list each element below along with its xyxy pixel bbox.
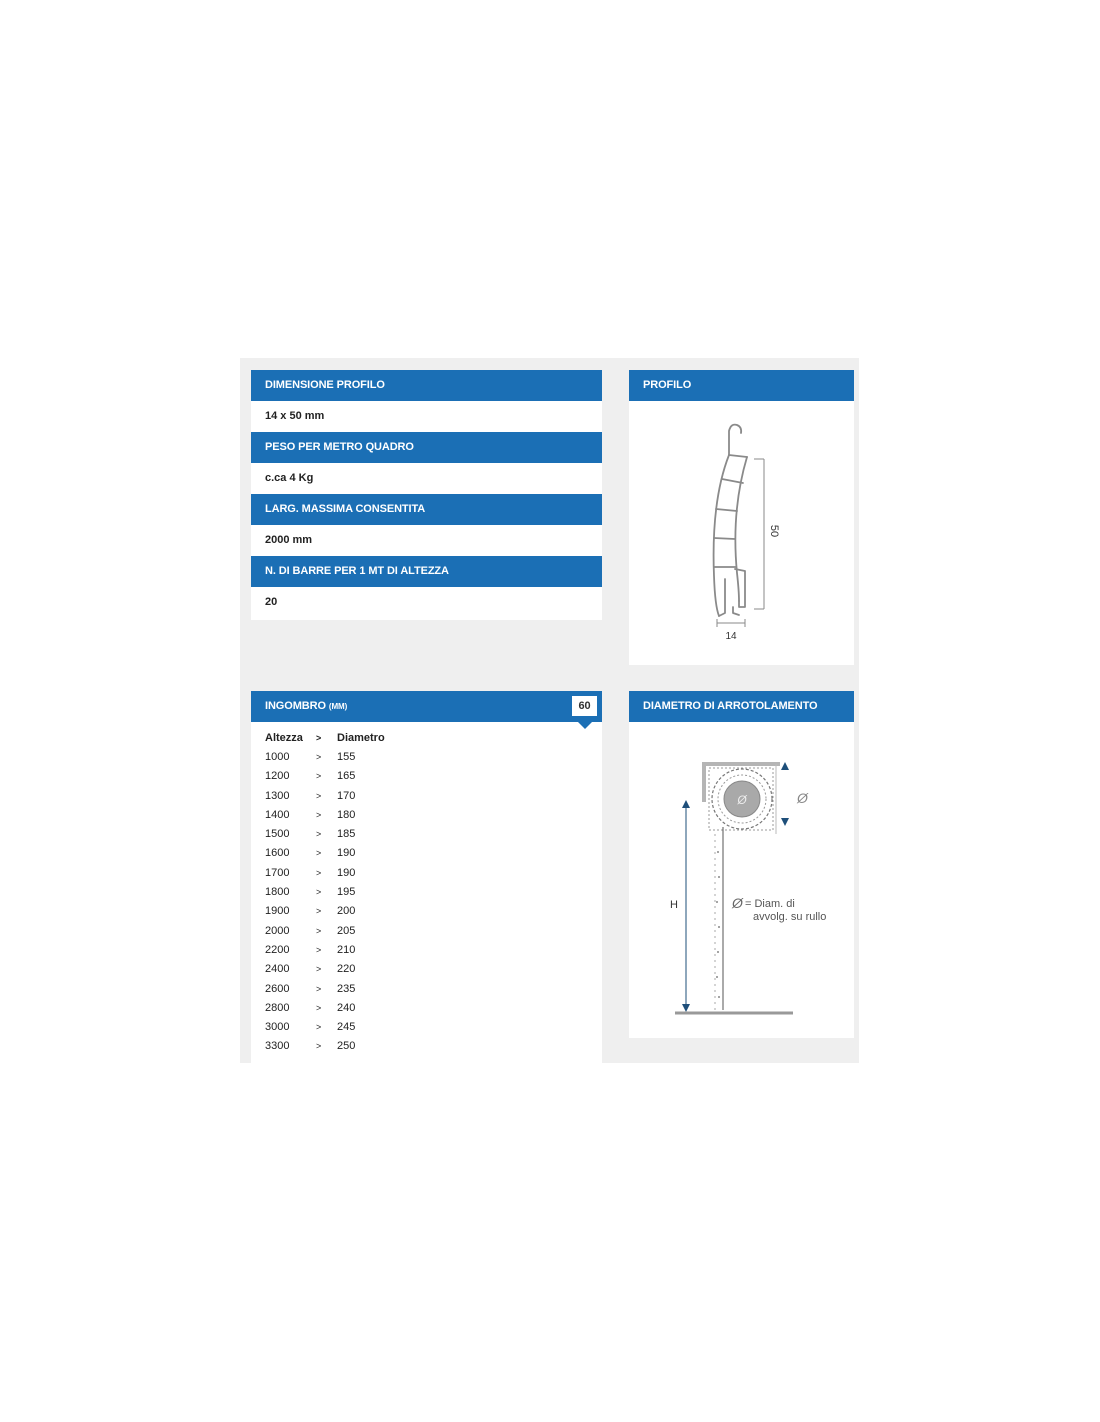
- diametro-cell: 190: [337, 847, 356, 860]
- table-row: [265, 844, 385, 863]
- diametro-cell: 220: [337, 963, 356, 976]
- separator-cell: >: [316, 906, 322, 917]
- profile-height-label: 50: [768, 524, 780, 538]
- col-separator-header: >: [316, 732, 322, 743]
- arrow-up-icon: [781, 762, 789, 770]
- diametro-cell: 180: [337, 808, 356, 821]
- altezza-cell: 2000: [265, 924, 290, 937]
- spec-label-peso: PESO PER METRO QUADRO: [251, 432, 602, 463]
- separator-cell: >: [316, 771, 322, 782]
- altezza-cell: 1400: [265, 808, 290, 821]
- altezza-cell: 2200: [265, 943, 290, 956]
- table-row: [265, 747, 385, 766]
- table-row: [265, 805, 385, 824]
- altezza-cell: 1500: [265, 828, 290, 841]
- separator-cell: >: [316, 1041, 322, 1052]
- diametro-cell: 250: [337, 1040, 356, 1053]
- table-row: [265, 960, 385, 979]
- ingombro-table: [265, 728, 385, 1056]
- altezza-cell: 2400: [265, 963, 290, 976]
- separator-cell: >: [316, 983, 322, 994]
- legend-line-1: = Diam. di: [745, 898, 795, 910]
- diametro-cell: 200: [337, 905, 356, 918]
- diametro-cell: 245: [337, 1021, 356, 1034]
- altezza-cell: 1300: [265, 789, 290, 802]
- table-row: [265, 824, 385, 843]
- diametro-cell: 195: [337, 886, 356, 899]
- profile-drawing: [629, 401, 854, 665]
- col-altezza-header: Altezza: [265, 731, 303, 744]
- altezza-cell: 1600: [265, 847, 290, 860]
- altezza-cell: 1000: [265, 750, 290, 763]
- profilo-panel: [629, 370, 854, 665]
- diametro-cell: 205: [337, 924, 356, 937]
- spec-value-barre: 20: [251, 587, 602, 618]
- altezza-cell: 3000: [265, 1021, 290, 1034]
- separator-cell: >: [316, 751, 322, 762]
- legend-symbol: Ø: [732, 895, 743, 911]
- altezza-cell: 3300: [265, 1040, 290, 1053]
- table-row: [265, 863, 385, 882]
- diametro-cell: 210: [337, 943, 356, 956]
- spec-value-peso: c.ca 4 Kg: [251, 463, 602, 494]
- spec-value-dimensione: 14 x 50 mm: [251, 401, 602, 432]
- table-row: [265, 979, 385, 998]
- altezza-cell: 1900: [265, 905, 290, 918]
- arrow-down-icon: [781, 818, 789, 826]
- separator-cell: >: [316, 1022, 322, 1033]
- separator-cell: >: [316, 829, 322, 840]
- svg-text:Ø: Ø: [737, 793, 747, 807]
- diametro-cell: 185: [337, 828, 356, 841]
- diametro-cell: 240: [337, 1001, 356, 1014]
- table-row: [265, 882, 385, 901]
- separator-cell: >: [316, 809, 322, 820]
- ingombro-badge: 60: [572, 696, 597, 716]
- table-row: [265, 998, 385, 1017]
- altezza-cell: 1200: [265, 770, 290, 783]
- ingombro-title: INGOMBRO: [265, 700, 326, 712]
- table-row: [265, 1037, 385, 1056]
- spec-label-larghezza: LARG. MASSIMA CONSENTITA: [251, 494, 602, 525]
- spec-label-dimensione: DIMENSIONE PROFILO: [251, 370, 602, 401]
- separator-cell: >: [316, 887, 322, 898]
- table-row: [265, 921, 385, 940]
- ingombro-header: [251, 691, 602, 722]
- profile-width-label: 14: [725, 631, 737, 642]
- table-row: [265, 902, 385, 921]
- spec-panel: [251, 370, 602, 620]
- diametro-panel: [629, 691, 854, 1038]
- table-row: [265, 786, 385, 805]
- separator-cell: >: [316, 867, 322, 878]
- ingombro-unit: (MM): [328, 702, 348, 711]
- diameter-symbol: Ø: [797, 790, 808, 806]
- separator-cell: >: [316, 964, 322, 975]
- altezza-cell: 1800: [265, 886, 290, 899]
- table-header-row: [265, 728, 385, 747]
- winding-diagram: [629, 722, 854, 1038]
- legend-line-2: avvolg. su rullo: [753, 911, 827, 923]
- altezza-cell: 2800: [265, 1001, 290, 1014]
- separator-cell: >: [316, 925, 322, 936]
- altezza-cell: 1700: [265, 866, 290, 879]
- separator-cell: >: [316, 1002, 322, 1013]
- product-spec-sheet: [240, 358, 859, 1063]
- badge-pointer-icon: [578, 722, 592, 729]
- col-diametro-header: Diametro: [337, 731, 385, 744]
- table-row: [265, 767, 385, 786]
- separator-cell: >: [316, 790, 322, 801]
- diametro-title: DIAMETRO DI ARROTOLAMENTO: [629, 691, 854, 722]
- diametro-cell: 235: [337, 982, 356, 995]
- altezza-cell: 2600: [265, 982, 290, 995]
- separator-cell: >: [316, 848, 322, 859]
- spec-value-larghezza: 2000 mm: [251, 525, 602, 556]
- diametro-cell: 170: [337, 789, 356, 802]
- table-row: [265, 940, 385, 959]
- profilo-title: PROFILO: [629, 370, 854, 401]
- height-label: H: [670, 899, 678, 911]
- diametro-cell: 165: [337, 770, 356, 783]
- table-row: [265, 1017, 385, 1036]
- diametro-cell: 155: [337, 750, 356, 763]
- ingombro-panel: [251, 691, 602, 1063]
- separator-cell: >: [316, 944, 322, 955]
- spec-label-barre: N. DI BARRE PER 1 MT DI ALTEZZA: [251, 556, 602, 587]
- diametro-cell: 190: [337, 866, 356, 879]
